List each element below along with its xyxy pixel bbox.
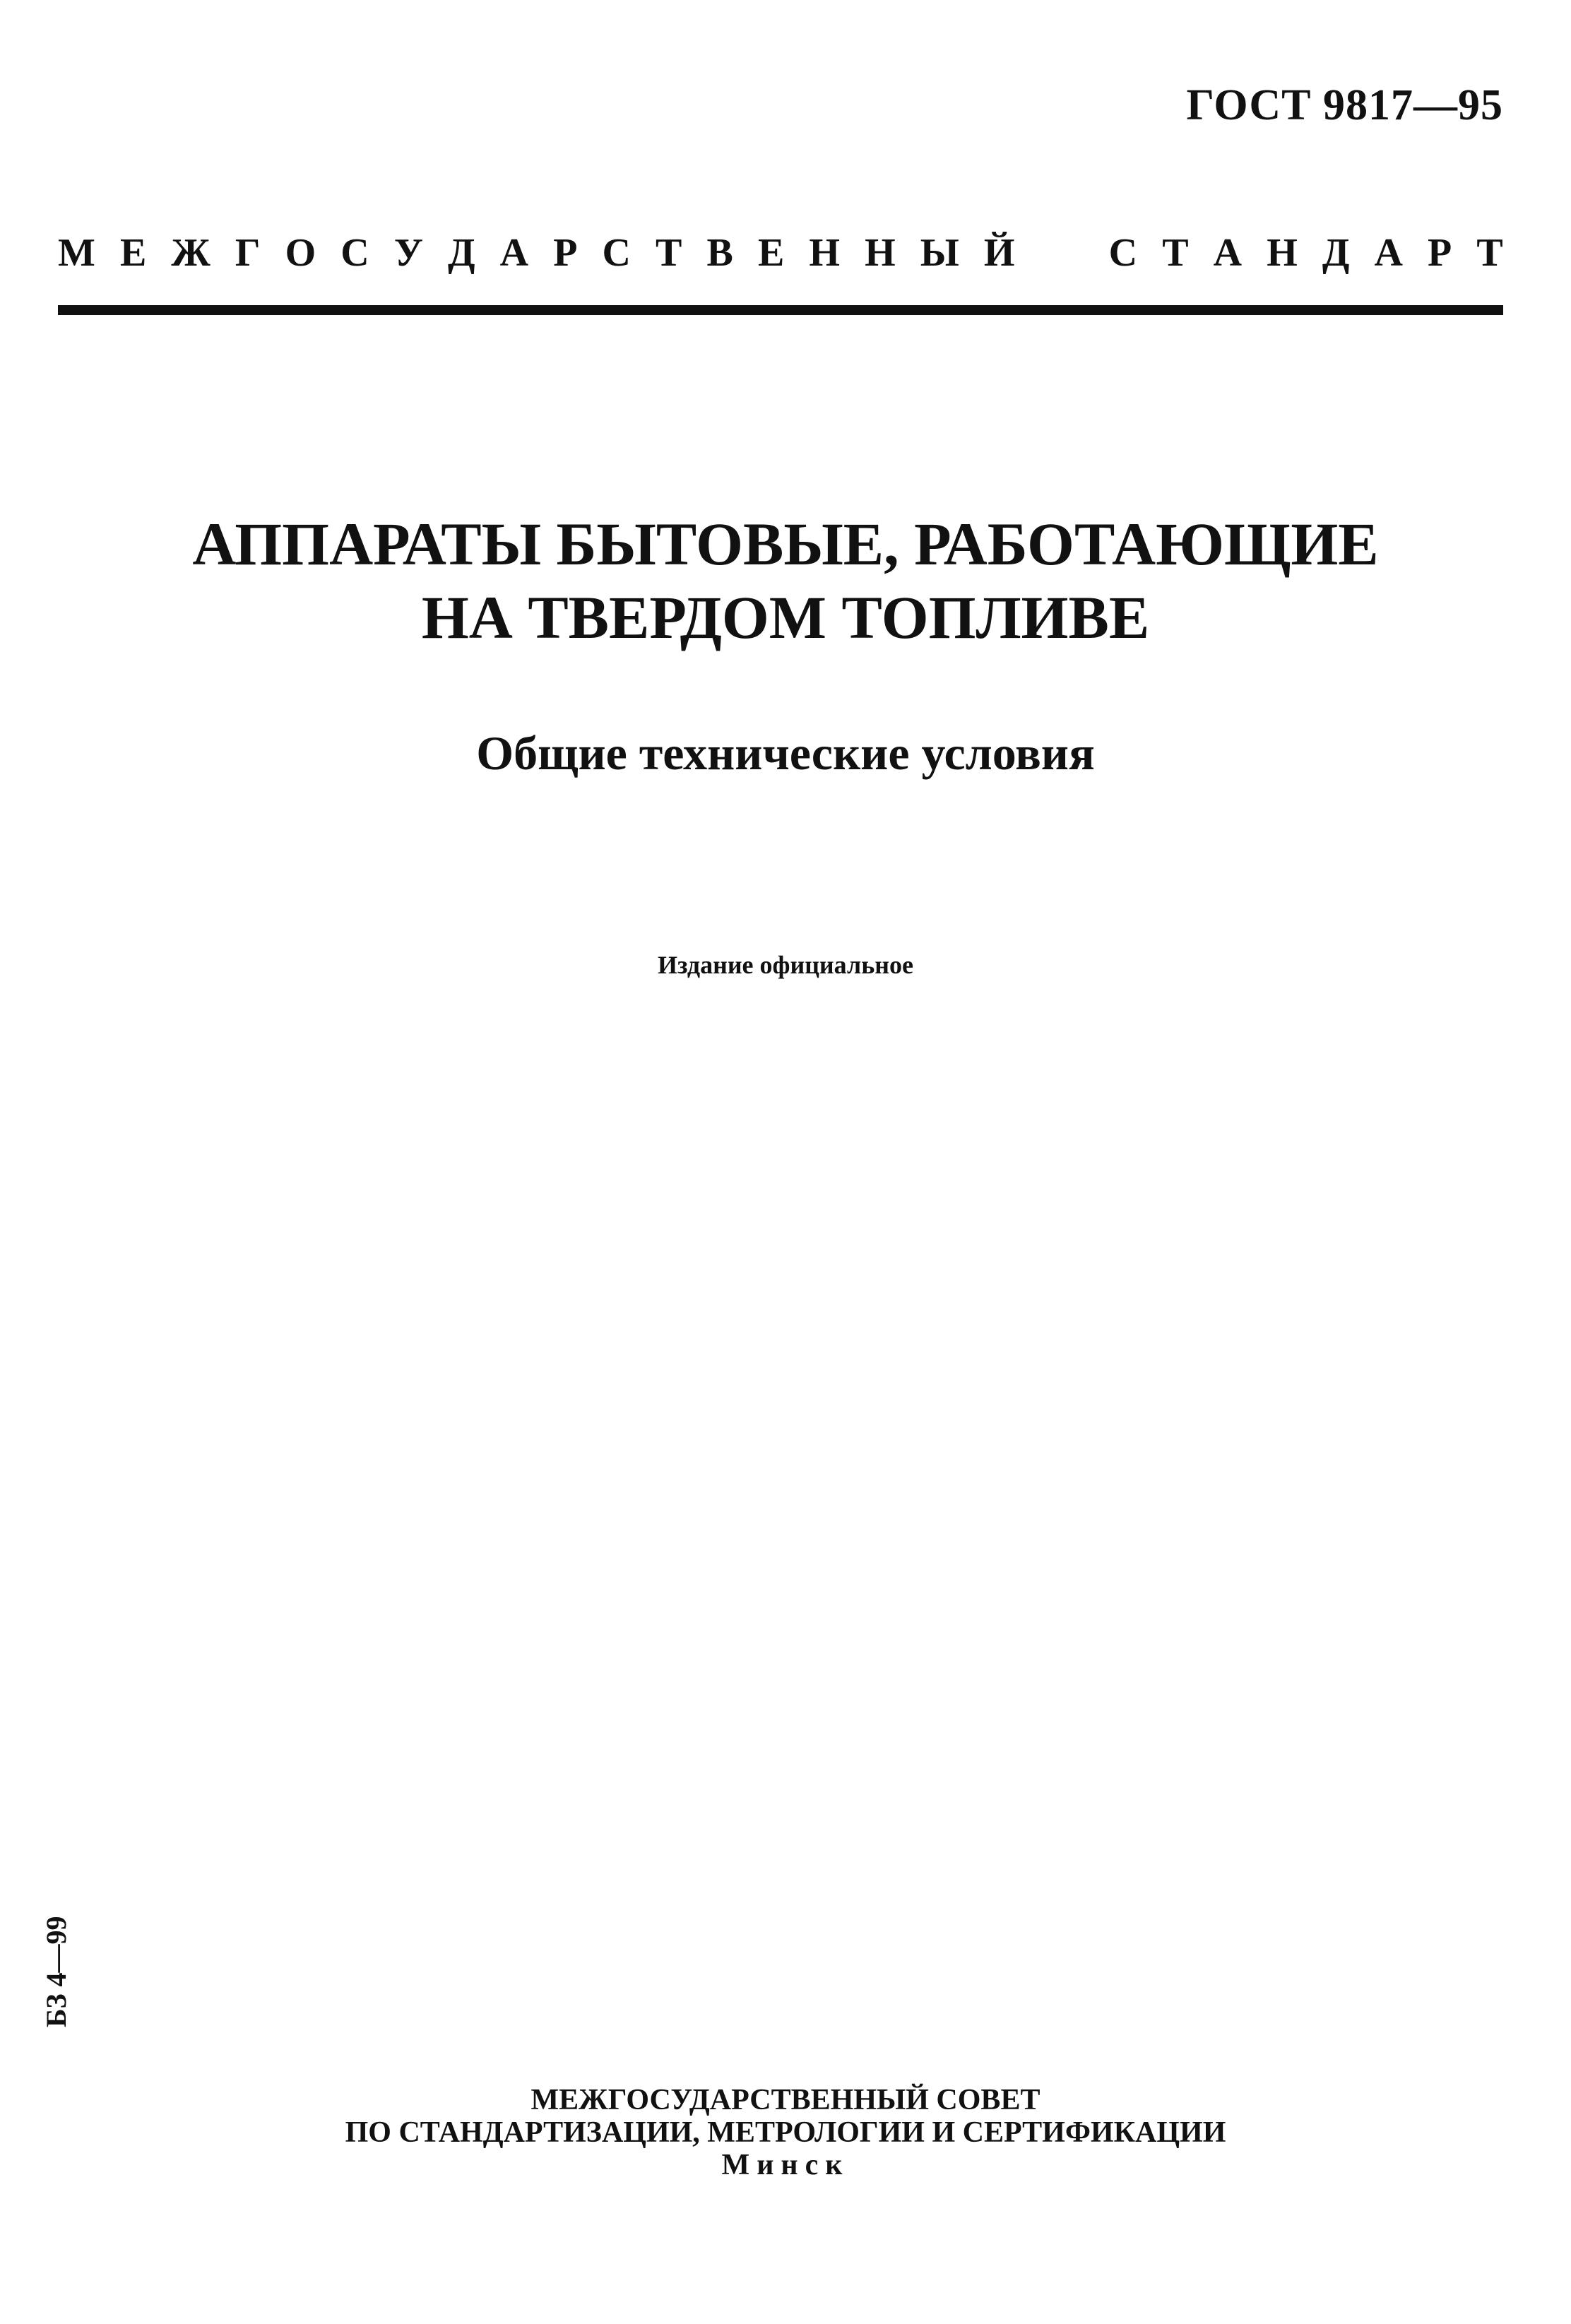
header-letter: А [499,231,529,275]
header-letter: Т [1162,231,1189,275]
header-letter: М [58,231,95,275]
header-letter: О [285,231,316,275]
publisher-line-2: ПО СТАНДАРТИЗАЦИИ, МЕТРОЛОГИИ И СЕРТИФИКАЦИИ [345,2116,1226,2149]
publisher-city: Минск [721,2149,850,2181]
title-line-2: НА ТВЕРДОМ ТОПЛИВЕ [421,583,1150,651]
header-letter: С [1108,231,1138,275]
publisher-block [0,2084,1571,2181]
header-letter: Т [1476,231,1503,275]
header-letter: А [1374,231,1403,275]
header-letter: У [393,231,423,275]
document-subtitle: Общие технические условия [476,726,1095,780]
header-letter: Д [448,231,475,275]
header-letter: Е [119,231,147,275]
header-letter: Ы [920,231,959,275]
title-line-1: АППАРАТЫ БЫТОВЫЕ, РАБОТАЮЩИЕ [192,510,1379,578]
header-letter: Е [757,231,785,275]
publisher-line-1: МЕЖГОСУДАРСТВЕННЫЙ СОВЕТ [530,2084,1041,2116]
header-letter: Г [235,231,261,275]
header-letter: Р [553,231,578,275]
header-letter: С [602,231,631,275]
header-letter: Н [865,231,896,275]
document-number: ГОСТ 9817—95 [1186,81,1503,129]
edition-label: Издание официальное [658,951,913,979]
header-word-gap [1039,233,1049,273]
header-letter: Н [809,231,840,275]
header-letter: Ж [171,231,211,275]
header-letter: С [340,231,369,275]
header-letter: А [1213,231,1243,275]
header-word-gap [1074,233,1084,273]
header-letter: В [706,231,733,275]
header-letter: Н [1267,231,1298,275]
side-code: БЗ 4—99 [40,1916,72,2027]
standard-header [58,233,1503,273]
document-title [0,507,1571,654]
header-letter: Р [1428,231,1452,275]
header-letter: Й [983,231,1015,275]
header-letter: Т [656,231,682,275]
header-rule [58,305,1503,315]
header-letter: Д [1322,231,1350,275]
